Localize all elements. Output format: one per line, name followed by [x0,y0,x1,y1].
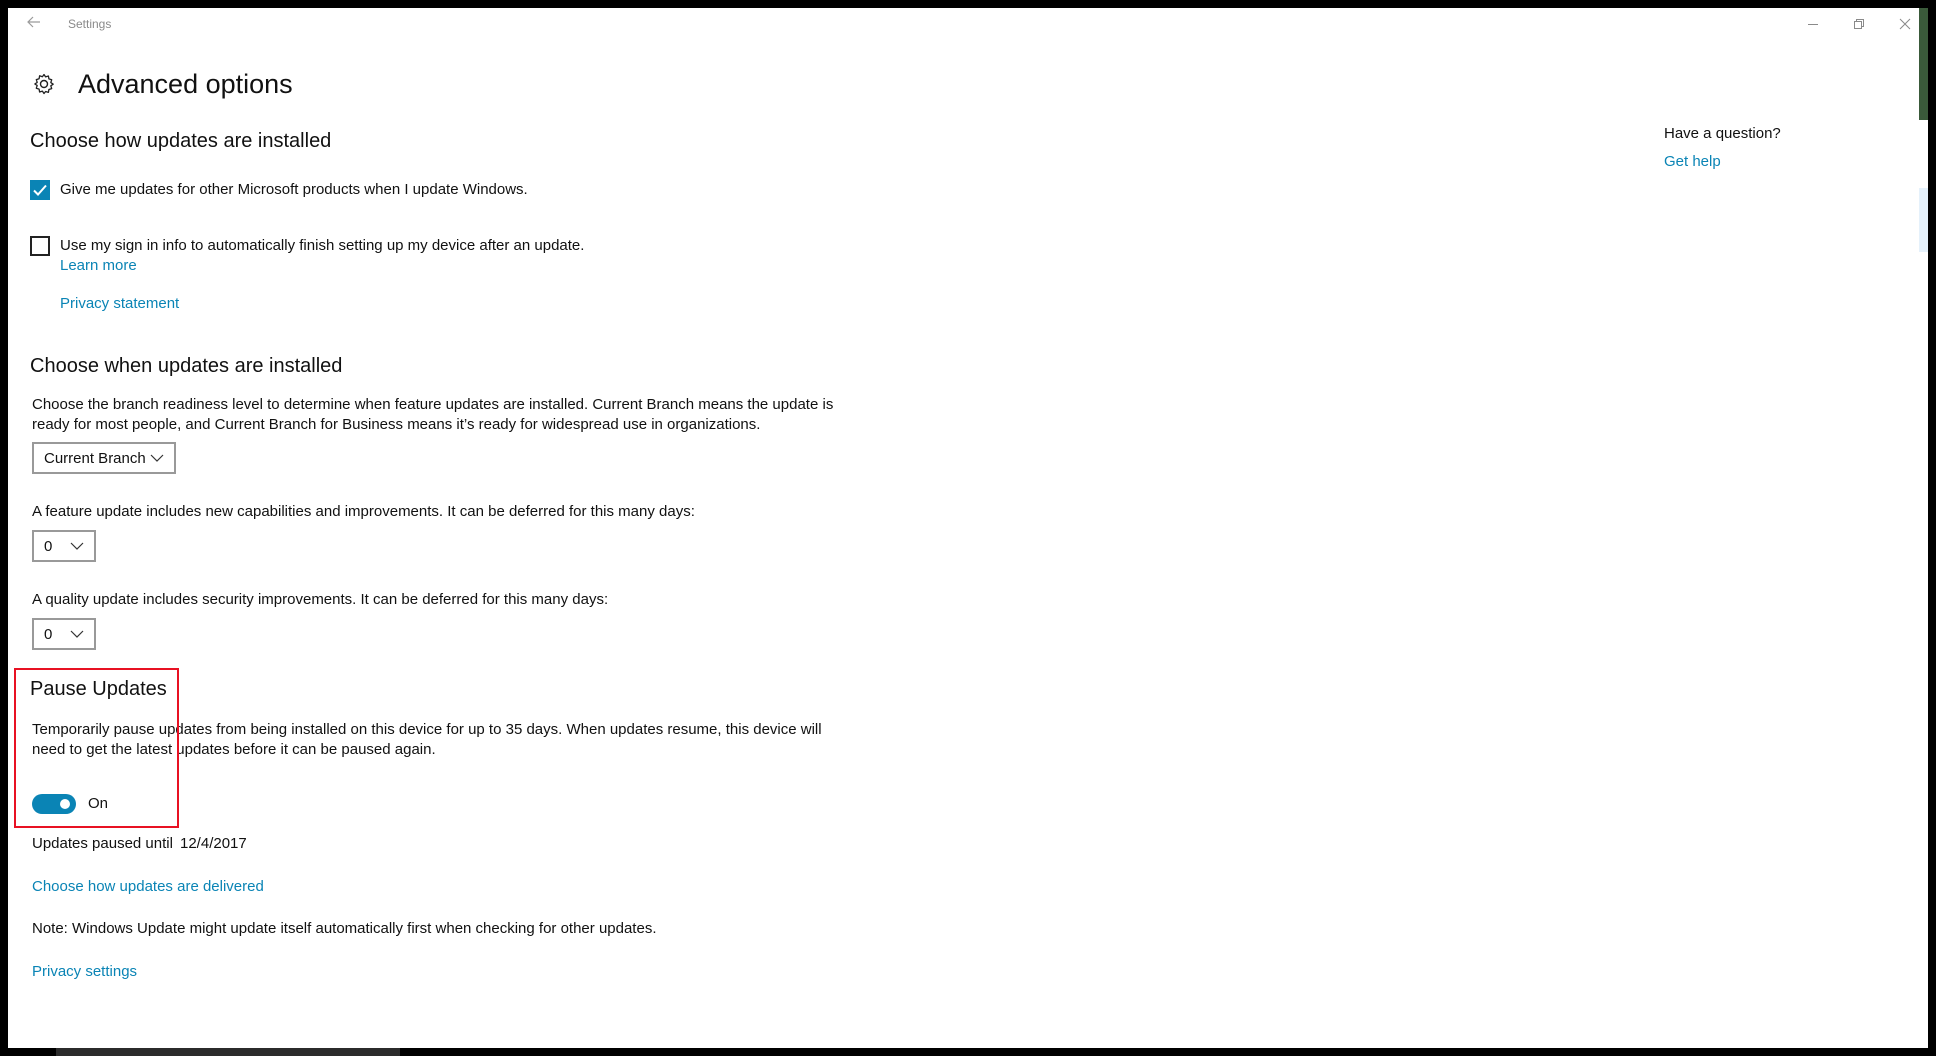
quality-defer-label: A quality update includes security improvements. It can be deferred for this many days: [32,591,609,608]
chevron-down-icon [70,540,84,552]
page-title: Advanced options [78,68,293,99]
windows-update-note: Note: Windows Update might update itself automatically first when checking for other updates. [32,920,657,937]
taskbar-app-region[interactable] [56,1048,400,1056]
page-header [32,64,293,104]
settings-window [8,8,1928,1048]
delivery-options-link[interactable]: Choose how updates are delivered [32,878,264,895]
microsoft-products-label: Give me updates for other Microsoft products when I update Windows. [60,181,528,198]
gear-icon [32,72,56,96]
sign-in-info-checkbox[interactable] [30,236,50,256]
pause-section-heading: Pause Updates [30,678,167,700]
restore-icon [1853,18,1865,30]
help-question: Have a question? [1664,125,1781,142]
window-title: Settings [68,17,112,31]
pause-description-line1: Temporarily pause updates from being installed on this device for up to 35 days. When updates resume, this device will [32,721,822,738]
feature-defer-days-select[interactable] [32,530,96,562]
scrollbar-thumb[interactable] [1919,188,1928,252]
chevron-down-icon [150,452,164,464]
taskbar [0,1048,1936,1056]
privacy-statement-link[interactable]: Privacy statement [60,295,180,312]
branch-description-line2: ready for most people, and Current Branch for Business means it’s ready for widespread use in organizations. [32,416,761,433]
get-help-link[interactable]: Get help [1664,153,1721,170]
minimize-icon [1807,18,1819,30]
pause-description-line2: need to get the latest updates before it can be paused again. [32,741,436,758]
scrollbar[interactable] [1919,8,1928,1048]
restore-button[interactable] [1836,8,1882,40]
sign-in-info-label: Use my sign in info to automatically finish setting up my device after an update. [60,237,585,254]
paused-until-label: Updates paused until [32,835,173,852]
scrollbar-top-region [1919,8,1928,120]
learn-more-link[interactable]: Learn more [60,257,137,274]
branch-readiness-select[interactable] [32,442,176,474]
title-bar [8,8,1928,40]
branch-description-line1: Choose the branch readiness level to determine when feature updates are installed. Current Branch means the update is [32,396,834,413]
checkmark-icon [30,180,50,200]
paused-until-date: 12/4/2017 [180,835,247,852]
feature-defer-days-value: 0 [44,537,53,555]
chevron-down-icon [70,628,84,640]
privacy-settings-link[interactable]: Privacy settings [32,963,138,980]
feature-defer-label: A feature update includes new capabilities and improvements. It can be deferred for this many days: [32,503,695,520]
close-icon [1899,18,1911,30]
minimize-button[interactable] [1790,8,1836,40]
highlight-box [14,668,179,828]
quality-defer-days-select[interactable] [32,618,96,650]
install-section-heading: Choose how updates are installed [30,130,332,152]
when-section-heading: Choose when updates are installed [30,355,343,377]
back-arrow-icon[interactable] [24,14,44,34]
pause-toggle-state: On [88,795,109,812]
microsoft-products-checkbox[interactable] [30,180,50,200]
quality-defer-days-value: 0 [44,625,53,643]
branch-readiness-value: Current Branch [44,449,146,467]
